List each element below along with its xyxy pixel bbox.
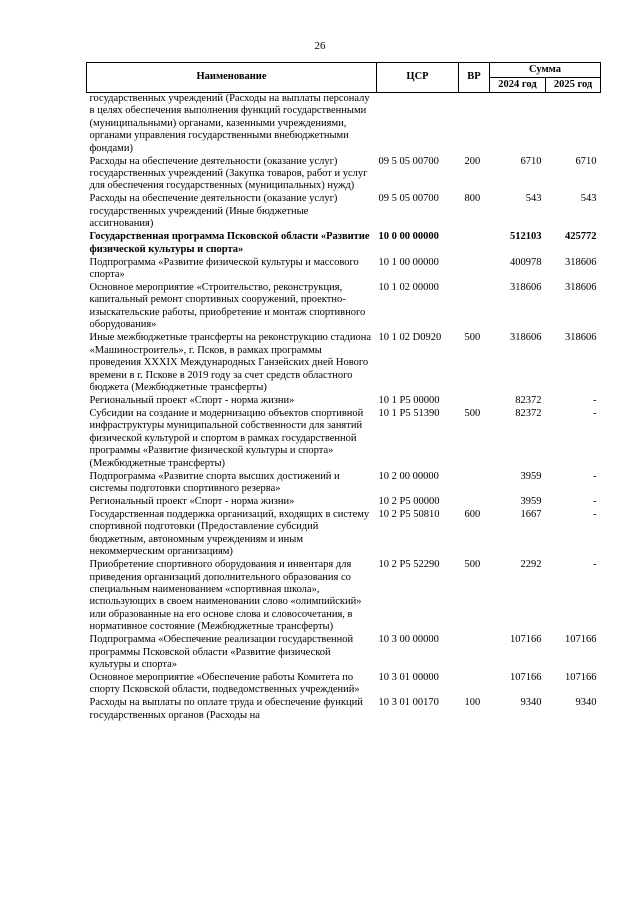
cell-name: Расходы на выплаты по оплате труда и обеспечение функций государственных органов (Расходы на <box>89 697 363 721</box>
cell-sum-2024: 318606 <box>510 332 542 344</box>
cell-sum-2024: 3959 <box>520 495 542 507</box>
table-row <box>87 193 601 231</box>
cell-csr: 10 1 P5 00000 <box>378 394 440 406</box>
cell-sum-2025: 543 <box>580 193 597 205</box>
cell-csr: 09 5 05 00700 <box>378 193 439 205</box>
cell-vr: 200 <box>464 155 481 167</box>
cell-csr: 10 1 02 D0920 <box>378 332 442 344</box>
cell-sum-2024: 2292 <box>520 559 542 571</box>
cell-name: Расходы на обеспечение деятельности (оказание услуг) государственных учреждений (Закупка товаров, работ и услуг для обеспечения государственных (муниципальных) нужд) <box>89 155 368 192</box>
cell-vr <box>459 257 490 282</box>
cell-sum-2024 <box>490 93 546 156</box>
cell-csr: 10 1 02 00000 <box>378 282 439 294</box>
cell-vr <box>459 231 490 256</box>
header-year-2025: 2025 год <box>546 78 601 93</box>
cell-vr: 600 <box>464 508 481 520</box>
cell-vr <box>459 471 490 496</box>
cell-name: Региональный проект «Спорт - норма жизни» <box>89 495 295 507</box>
page-number: 26 <box>314 40 326 52</box>
cell-sum-2024: 543 <box>525 193 542 205</box>
cell-vr <box>459 672 490 697</box>
cell-csr: 10 1 00 00000 <box>378 256 439 268</box>
cell-name: Приобретение спортивного оборудования и инвентаря для приведения организаций дополнительного образования со специальным наименованием «спортивная школа», использующих в своем наименовании слово «олимпийский» или образованные на его основе слова и словосочетания, в нормативное состояние (Межбюджетные трансферты) <box>89 559 362 633</box>
cell-csr: 10 3 01 00170 <box>378 697 439 709</box>
cell-sum-2025: - <box>593 559 597 571</box>
cell-sum-2025: - <box>593 495 597 507</box>
cell-name: Иные межбюджетные трансферты на реконструкцию стадиона «Машиностроитель», г. Псков, в рамках программы проведения XXXIX Международных Ганзейских дней Нового времени в г. Пскове в 2019 году за счет средств областного бюджета (Межбюджетные трансферты) <box>89 332 371 393</box>
table-row <box>87 697 601 722</box>
cell-vr <box>459 395 490 408</box>
cell-name: Основное мероприятие «Обеспечение работы Комитета по спорту Псковской области, подведомственных учреждений» <box>89 672 360 696</box>
header-vr: ВР <box>459 63 490 93</box>
table-row <box>87 93 601 156</box>
cell-csr: 10 2 P5 52290 <box>378 559 440 571</box>
cell-name: Подпрограмма «Обеспечение реализации государственной программы Псковской области «Развитие физической культуры и спорта» <box>89 634 354 670</box>
cell-vr <box>459 93 490 156</box>
cell-sum-2025: 107166 <box>565 672 597 683</box>
cell-sum-2024: 6710 <box>520 155 542 167</box>
cell-sum-2024: 82372 <box>515 407 542 419</box>
cell-vr: 800 <box>464 193 481 205</box>
table-row <box>87 496 601 509</box>
cell-name: Субсидии на создание и модернизацию объектов спортивной инфраструктуры муниципальной собственности для занятий физической культурой и спортом в рамках государственной программы «Развитие физической культуры и спорта» (Межбюджетные трансферты) <box>89 407 364 469</box>
cell-csr: 10 2 P5 00000 <box>378 495 440 507</box>
cell-sum-2024: 82372 <box>515 394 542 406</box>
cell-sum-2025: 107166 <box>565 634 597 646</box>
cell-name: государственных учреждений (Расходы на выплаты персоналу в целях обеспечения выполнения функций государственными (муниципальными) органами, казенными учреждениями, органами управления государственными внебюджетными фондами) <box>89 93 370 154</box>
table-row <box>87 471 601 496</box>
header-csr: ЦСР <box>377 63 459 93</box>
cell-sum-2025: 425772 <box>565 231 597 243</box>
cell-vr: 500 <box>464 407 481 419</box>
cell-csr: 10 1 P5 51390 <box>378 407 440 419</box>
cell-csr: 09 5 05 00700 <box>378 155 439 167</box>
table-row <box>87 156 601 194</box>
header-year-2024: 2024 год <box>490 78 546 93</box>
table-row <box>87 672 601 697</box>
cell-sum-2025: - <box>593 508 597 520</box>
table-row <box>87 634 601 672</box>
cell-sum-2024: 107166 <box>510 672 542 683</box>
cell-vr: 100 <box>464 697 481 709</box>
cell-sum-2025: - <box>593 470 597 482</box>
cell-sum-2025: 318606 <box>565 332 597 344</box>
cell-csr: 10 3 01 00000 <box>378 672 439 683</box>
cell-name: Государственная программа Псковской области «Развитие физической культуры и спорта» <box>89 231 370 255</box>
cell-sum-2024: 1667 <box>520 508 542 520</box>
cell-name: Основное мероприятие «Строительство, реконструкция, капитальный ремонт спортивных сооружений, проектно-изыскательские работы, приобретение и монтаж спортивного оборудования» <box>89 282 366 331</box>
header-sum: Сумма <box>490 63 601 78</box>
table-row <box>87 231 601 256</box>
cell-sum-2025: 318606 <box>565 282 597 294</box>
table-row <box>87 408 601 471</box>
header-name: Наименование <box>87 63 377 93</box>
table-row <box>87 559 601 634</box>
table-row <box>87 509 601 559</box>
cell-csr <box>377 93 459 156</box>
cell-sum-2025: 6710 <box>575 155 597 167</box>
cell-sum-2024: 318606 <box>510 282 542 294</box>
cell-sum-2025: - <box>593 394 597 406</box>
cell-sum-2024: 9340 <box>520 697 542 709</box>
cell-sum-2025: - <box>593 407 597 419</box>
cell-vr <box>459 634 490 672</box>
cell-sum-2025: 9340 <box>575 697 597 709</box>
cell-csr: 10 2 P5 50810 <box>378 508 440 520</box>
table-row <box>87 395 601 408</box>
cell-name: Расходы на обеспечение деятельности (оказание услуг) государственных учреждений (Иные бюджетные ассигнования) <box>89 193 338 230</box>
cell-csr: 10 3 00 00000 <box>378 634 439 646</box>
table-header <box>87 63 601 93</box>
cell-vr <box>459 282 490 332</box>
cell-name: Подпрограмма «Развитие спорта высших достижений и системы подготовки спортивного резерва» <box>89 470 340 494</box>
cell-vr: 500 <box>464 559 481 571</box>
cell-name: Региональный проект «Спорт - норма жизни» <box>89 394 295 406</box>
table-body <box>87 93 601 723</box>
table-row <box>87 257 601 282</box>
cell-vr: 500 <box>464 332 481 344</box>
table-row <box>87 282 601 332</box>
cell-sum-2024: 400978 <box>510 256 542 268</box>
cell-vr <box>459 496 490 509</box>
cell-sum-2025: 318606 <box>565 256 597 268</box>
cell-csr: 10 2 00 00000 <box>378 470 439 482</box>
cell-sum-2024: 512103 <box>510 231 542 243</box>
budget-table <box>86 62 601 723</box>
cell-sum-2024: 107166 <box>510 634 542 646</box>
cell-name: Подпрограмма «Развитие физической культуры и массового спорта» <box>89 256 359 281</box>
cell-csr: 10 0 00 00000 <box>378 231 439 243</box>
cell-sum-2024: 3959 <box>520 470 542 482</box>
cell-name: Государственная поддержка организаций, входящих в систему спортивной подготовки (Предоставление субсидий бюджетным, автономным учреждениям и иным некоммерческим организациям) <box>89 508 370 558</box>
cell-sum-2025 <box>546 93 601 156</box>
table-row <box>87 332 601 395</box>
